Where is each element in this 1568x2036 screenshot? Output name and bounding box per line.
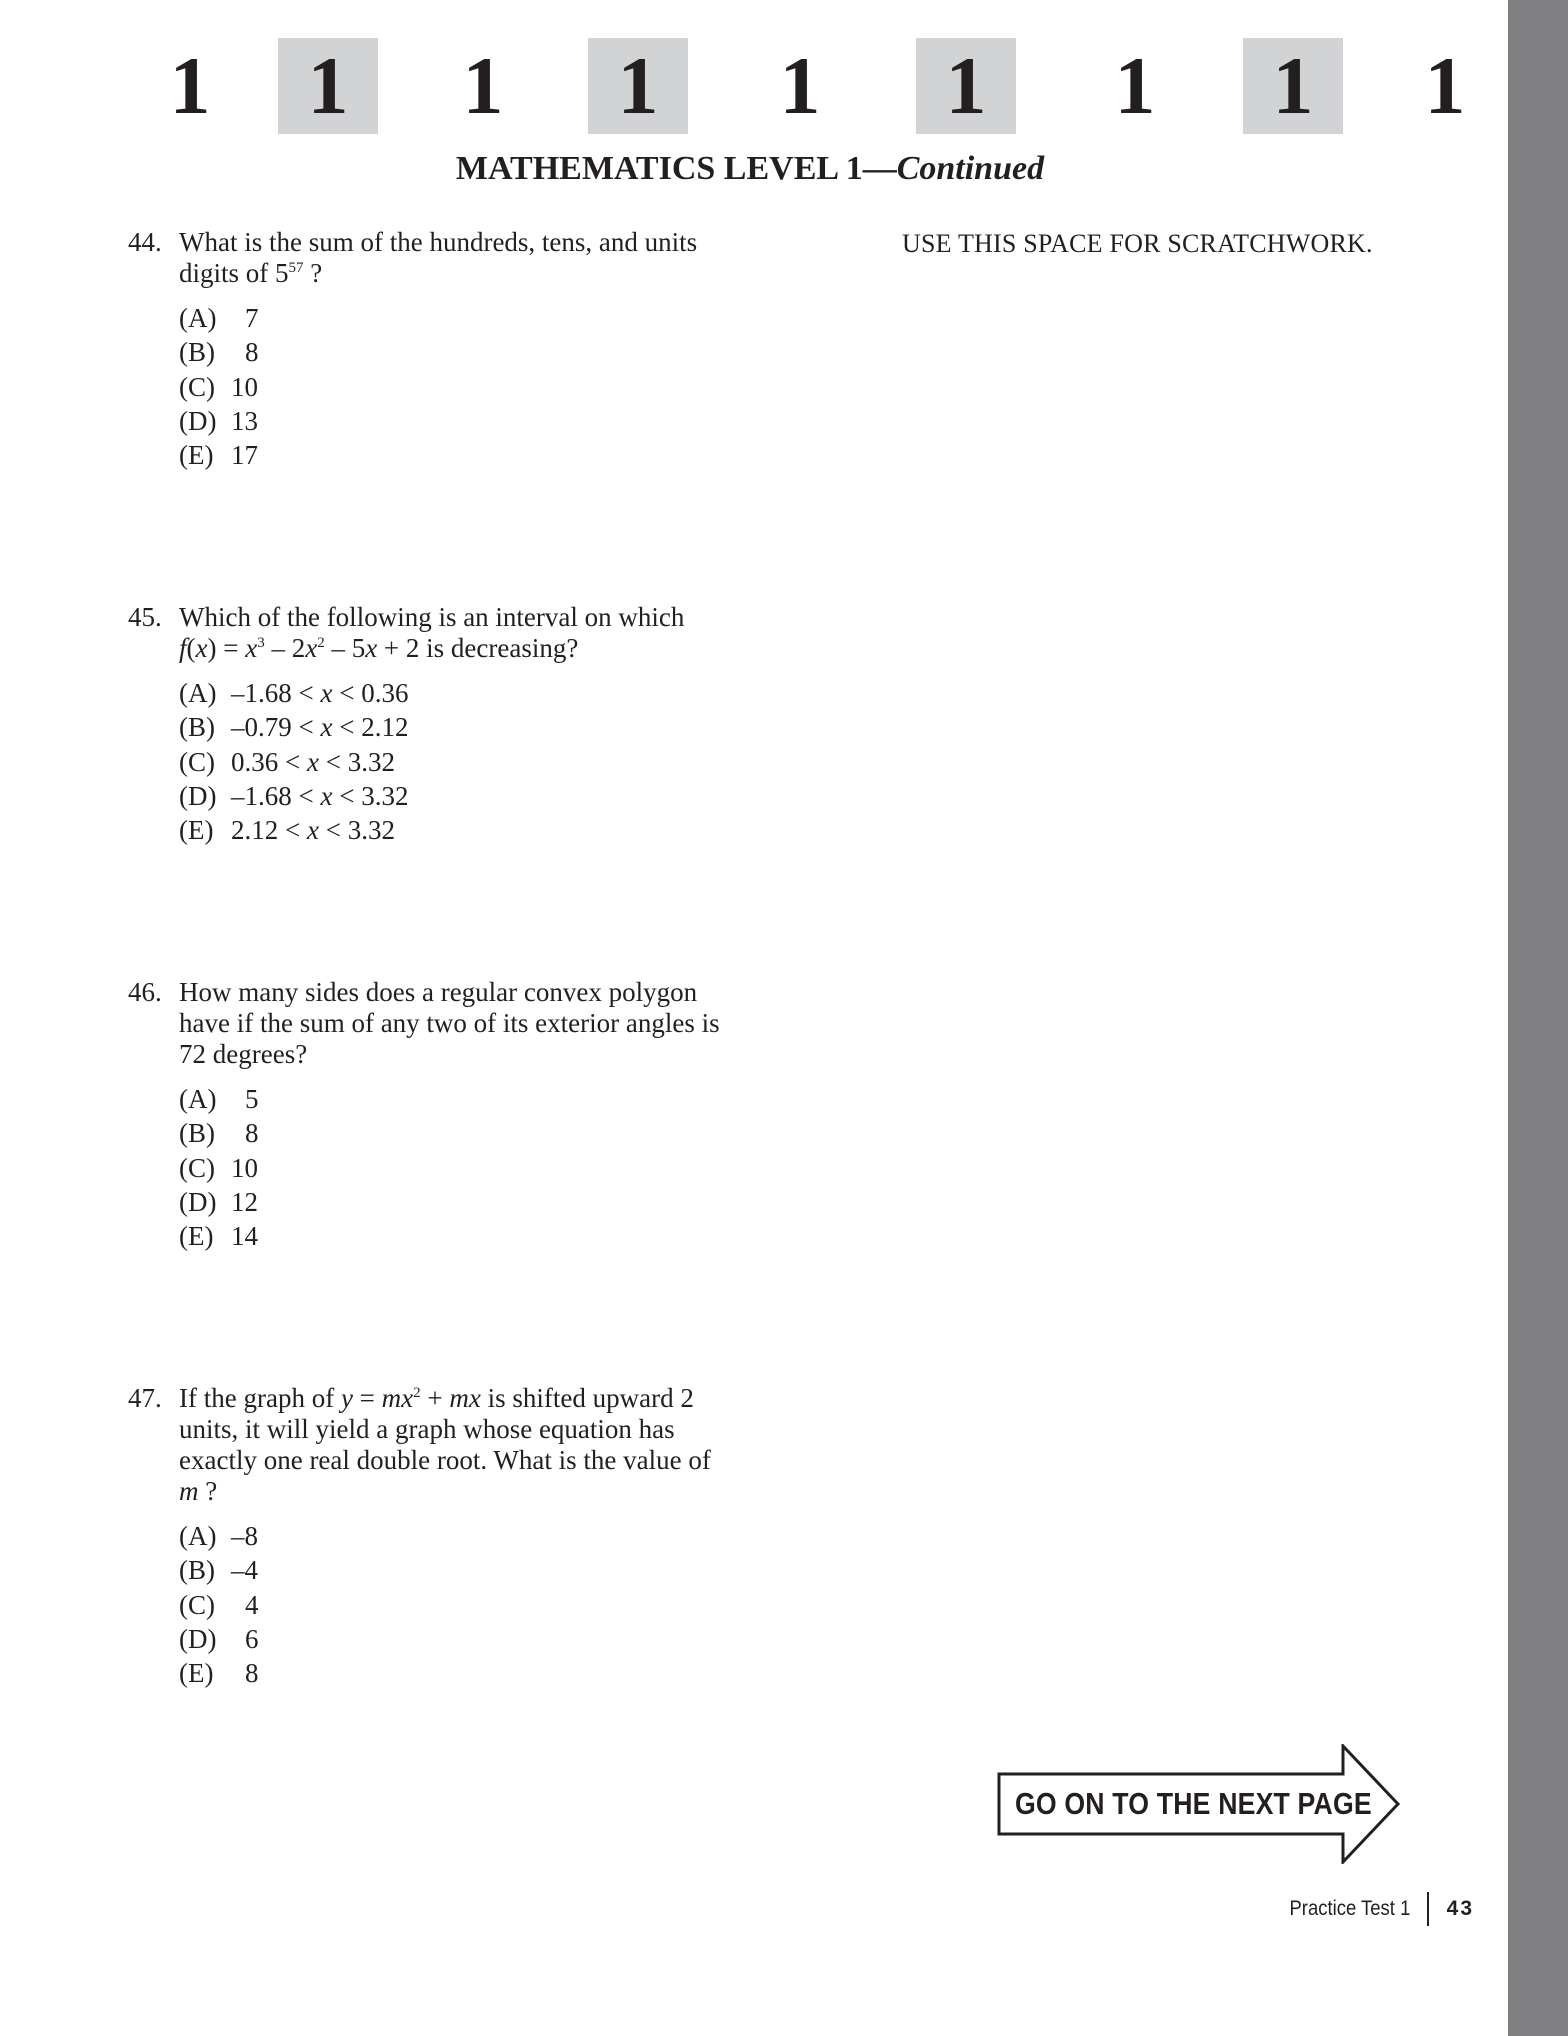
answer-choice[interactable]	[179, 1116, 768, 1150]
question-number: 44.	[128, 227, 162, 257]
choice-letter: (C)	[179, 1152, 215, 1183]
choice-letter: (B)	[179, 337, 215, 368]
choice-letter: (B)	[179, 1555, 215, 1586]
answer-choice[interactable]	[179, 1553, 768, 1587]
question-45	[128, 602, 768, 847]
answer-choice[interactable]	[179, 438, 768, 472]
section-number: 1	[462, 40, 504, 131]
stem-line: $f(x) = x^3 - 2x^2 - 5x + 2$ is decreasing?	[179, 633, 579, 663]
scratchwork-label: USE THIS SPACE FOR SCRATCHWORK.	[902, 229, 1373, 258]
answer-choice[interactable]	[179, 301, 768, 335]
choice-letter: (D)	[179, 1623, 217, 1654]
math-var: y	[340, 1383, 353, 1413]
section-number-boxed: 1	[1243, 38, 1343, 134]
stem-text: digits of 5	[179, 258, 289, 288]
answer-choice[interactable]	[179, 1519, 768, 1553]
answer-choice[interactable]	[179, 1082, 768, 1116]
page-edge-bar	[1508, 0, 1568, 2036]
choice-value: 17	[231, 440, 258, 471]
stem-text: +	[420, 1383, 450, 1413]
answer-choices	[128, 1519, 768, 1690]
choice-letter: (A)	[179, 303, 217, 333]
interval-low: 0.36	[231, 746, 279, 777]
interval-low: –1.68	[231, 780, 292, 811]
choice-letter: (B)	[179, 1118, 215, 1149]
stem-text: – 5	[324, 633, 366, 663]
question-stem	[128, 602, 768, 664]
question-44	[128, 227, 768, 472]
math-var: x	[365, 633, 378, 663]
section-number-row	[140, 38, 1470, 134]
section-number: 1	[1424, 40, 1466, 131]
choice-letter: (E)	[179, 1658, 214, 1689]
math-var: f	[179, 633, 187, 663]
choice-value: 10	[231, 1152, 258, 1183]
answer-choices	[128, 676, 768, 847]
choice-letter: (B)	[179, 712, 215, 743]
choice-letter: (A)	[179, 1521, 217, 1551]
exponent: 2	[413, 1385, 421, 1401]
answer-choice[interactable]	[179, 1656, 768, 1690]
choice-letter: (E)	[179, 1221, 214, 1252]
answer-choice[interactable]: (D) –1.68 < x < 3.32	[179, 779, 768, 813]
answer-choice[interactable]	[179, 1151, 768, 1185]
section-number-boxed: 1	[916, 38, 1016, 134]
stem-line: What is the sum of the hundreds, tens, and units	[179, 227, 698, 257]
choice-value: 13	[231, 405, 258, 436]
section-number: 1	[1114, 40, 1156, 131]
choice-value: 10	[231, 371, 258, 402]
stem-line: units, it will yield a graph whose equation has	[179, 1414, 675, 1444]
stem-text: ?	[198, 1476, 218, 1506]
answer-choices	[128, 1082, 768, 1253]
stem-text: – 2	[264, 633, 306, 663]
choice-letter: (A)	[179, 678, 217, 708]
math-var: x	[305, 633, 318, 663]
stem-text: If the graph of	[179, 1383, 341, 1413]
section-number-boxed: 1	[588, 38, 688, 134]
math-var: x	[195, 633, 208, 663]
choice-value: 14	[231, 1221, 258, 1252]
choice-letter: (C)	[179, 1589, 215, 1620]
interval-low: –0.79	[231, 712, 292, 743]
question-47	[128, 1383, 768, 1690]
math-var: mx	[381, 1383, 414, 1413]
choice-value: 12	[231, 1186, 258, 1217]
answer-choice[interactable]	[179, 404, 768, 438]
choice-value: 5	[245, 1084, 259, 1114]
answer-choice[interactable]	[179, 370, 768, 404]
answer-choice[interactable]	[179, 1588, 768, 1622]
page-number: 43	[1446, 1897, 1474, 1920]
question-number: 47.	[128, 1383, 162, 1413]
question-46	[128, 977, 768, 1253]
answer-choice[interactable]	[179, 335, 768, 369]
choice-letter: (E)	[179, 440, 214, 471]
page-title	[0, 146, 1500, 192]
answer-choice[interactable]: (C) 0.36 < x < 3.32	[179, 745, 768, 779]
stem-text: ) =	[207, 633, 246, 663]
answer-choice[interactable]	[179, 1185, 768, 1219]
choice-value: 8	[245, 1658, 259, 1689]
interval-high: 3.32	[347, 746, 395, 777]
interval-low: 2.12	[231, 815, 279, 846]
stem-line: Which of the following is an interval on which	[179, 602, 685, 632]
choice-letter: (E)	[179, 815, 214, 846]
choice-letter: (D)	[179, 1186, 217, 1217]
choice-value: 4	[245, 1589, 259, 1620]
stem-line: How many sides does a regular convex polygon	[179, 977, 698, 1007]
stem-text: is shifted upward 2	[480, 1383, 694, 1413]
math-var: x	[245, 633, 258, 663]
question-number: 46.	[128, 977, 162, 1007]
interval-var: x	[320, 780, 333, 811]
title-continued: Continued	[896, 150, 1045, 187]
interval-high: 2.12	[361, 712, 409, 743]
footer-divider	[1427, 1892, 1429, 1926]
section-number: 1	[779, 40, 821, 131]
section-number: 1	[169, 40, 211, 131]
interval-var: x	[320, 678, 333, 708]
math-var: m	[179, 1476, 199, 1506]
interval-low: –1.68	[231, 678, 292, 708]
answer-choice[interactable]: (E) 2.12 < x < 3.32	[179, 813, 768, 847]
stem-line: have if the sum of any two of its exterior angles is	[179, 1008, 720, 1038]
page-footer	[1273, 1888, 1474, 1930]
stem-line: 72 degrees?	[179, 1039, 308, 1069]
choice-letter: (D)	[179, 405, 217, 436]
interval-high: 0.36	[361, 678, 409, 708]
choice-value: 6	[245, 1623, 259, 1654]
choice-value: 8	[245, 1118, 259, 1149]
title-main: MATHEMATICS LEVEL 1—	[455, 150, 897, 187]
question-number: 45.	[128, 602, 162, 632]
interval-var: x	[320, 712, 333, 743]
question-stem	[128, 227, 768, 289]
stem-line	[179, 258, 768, 289]
section-number-boxed: 1	[278, 38, 378, 134]
interval-high: 3.32	[361, 780, 409, 811]
stem-text: ?	[303, 258, 323, 288]
choice-value: –4	[231, 1555, 258, 1586]
answer-choice[interactable]: (A) –1.68 < x < 0.36	[179, 676, 768, 710]
interval-var: x	[306, 746, 319, 777]
answer-choice[interactable]	[179, 1622, 768, 1656]
choice-letter: (C)	[179, 746, 215, 777]
math-var: mx	[449, 1383, 481, 1413]
answer-choices	[128, 301, 768, 472]
interval-var: x	[306, 815, 319, 846]
interval-high: 3.32	[347, 815, 395, 846]
choice-letter: (A)	[179, 1084, 217, 1114]
answer-choice[interactable]	[179, 1219, 768, 1253]
stem-line: exactly one real double root. What is the value of	[179, 1445, 711, 1475]
question-stem	[128, 1383, 768, 1507]
choice-value: 7	[245, 303, 259, 333]
exponent: 57	[288, 260, 304, 276]
choice-letter: (D)	[179, 780, 217, 811]
exponent: 3	[257, 635, 265, 651]
answer-choice[interactable]: (B) –0.79 < x < 2.12	[179, 710, 768, 744]
stem-text: =	[352, 1383, 382, 1413]
stem-line	[179, 1383, 768, 1414]
exponent: 2	[317, 635, 325, 651]
choice-value: 8	[245, 337, 259, 368]
next-page-label: GO ON TO THE NEXT PAGE	[1015, 1786, 1372, 1821]
choice-letter: (C)	[179, 371, 215, 402]
question-stem	[128, 977, 768, 1070]
stem-line	[179, 1476, 768, 1507]
choice-value: –8	[231, 1521, 258, 1551]
footer-label: Practice Test 1	[1289, 1897, 1411, 1920]
stem-text: + 2 is decreasing?	[377, 633, 579, 663]
next-page-arrow[interactable]	[997, 1744, 1401, 1864]
